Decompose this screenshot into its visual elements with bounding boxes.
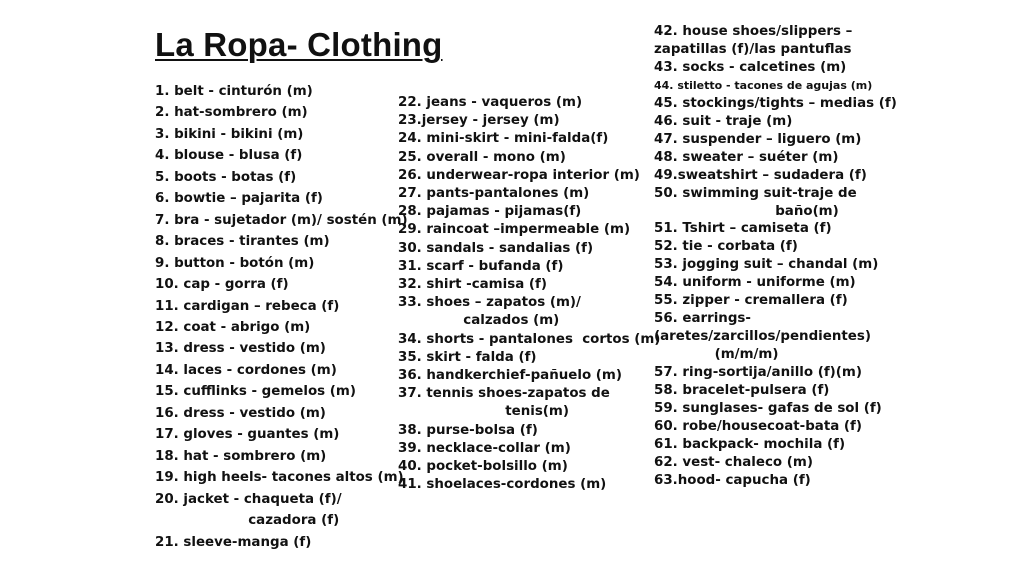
vocabulary-item: 58. bracelet-pulsera (f) xyxy=(654,383,830,399)
vocabulary-item: 14. laces - cordones (m) xyxy=(155,362,337,378)
vocabulary-item: 22. jeans - vaqueros (m) xyxy=(398,95,583,110)
vocabulary-item: baño(m) xyxy=(654,203,839,219)
vocabulary-item: 24. mini-skirt - mini-falda(f) xyxy=(398,131,609,147)
vocabulary-item: 40. pocket-bolsillo (m) xyxy=(398,459,568,475)
vocabulary-item: 12. coat - abrigo (m) xyxy=(155,319,311,335)
vocabulary-item: 61. backpack- mochila (f) xyxy=(654,436,846,452)
vocabulary-item: 56. earrings- xyxy=(654,311,751,327)
vocabulary-item: 26. underwear-ropa interior (m) xyxy=(398,167,640,183)
vocabulary-item: 8. braces - tirantes (m) xyxy=(155,234,330,250)
vocabulary-item: 41. shoelaces-cordones (m) xyxy=(398,477,607,493)
vocabulary-item: 44. stiletto - tacones de agujas (m) xyxy=(654,78,873,92)
vocabulary-item: 11. cardigan – rebeca (f) xyxy=(155,298,340,314)
vocabulary-item: 23.jersey - jersey (m) xyxy=(398,113,560,129)
vocabulary-item: calzados (m) xyxy=(398,313,560,329)
vocabulary-item: 49.sweatshirt – sudadera (f) xyxy=(654,167,867,183)
vocabulary-item: 21. sleeve-manga (f) xyxy=(155,534,312,550)
vocabulary-item: 33. shoes – zapatos (m)/ xyxy=(398,295,581,311)
vocabulary-item: 34. shorts - pantalones cortos (m) xyxy=(398,331,661,347)
vocabulary-item: tenis(m) xyxy=(398,404,569,420)
vocabulary-item: 52. tie - corbata (f) xyxy=(654,239,798,255)
vocabulary-item: 4. blouse - blusa (f) xyxy=(155,148,303,164)
vocabulary-item: 16. dress - vestido (m) xyxy=(155,405,326,421)
vocabulary-item: 18. hat - sombrero (m) xyxy=(155,448,327,464)
vocabulary-item: 31. scarf - bufanda (f) xyxy=(398,258,564,274)
vocabulary-column-3 xyxy=(654,23,897,490)
vocabulary-item: 63.hood- capucha (f) xyxy=(654,472,811,488)
vocabulary-item: 9. button - botón (m) xyxy=(155,255,315,271)
vocabulary-item: 2. hat-sombrero (m) xyxy=(155,105,308,121)
vocabulary-item: cazadora (f) xyxy=(155,513,340,529)
vocabulary-item: 39. necklace-collar (m) xyxy=(398,440,571,456)
vocabulary-item: 46. suit - traje (m) xyxy=(654,113,793,129)
vocabulary-item: 62. vest- chaleco (m) xyxy=(654,454,813,470)
vocabulary-item: 6. bowtie – pajarita (f) xyxy=(155,191,323,207)
vocabulary-item: 5. boots - botas (f) xyxy=(155,169,297,185)
vocabulary-item: 15. cufflinks - gemelos (m) xyxy=(155,384,356,400)
vocabulary-item: 48. sweater – suéter (m) xyxy=(654,149,839,165)
vocabulary-item: 37. tennis shoes-zapatos de xyxy=(398,386,610,402)
vocabulary-item: 30. sandals - sandalias (f) xyxy=(398,240,594,256)
vocabulary-item: 25. overall - mono (m) xyxy=(398,149,566,165)
vocabulary-item: 19. high heels- tacones altos (m) xyxy=(155,470,404,486)
vocabulary-item: (aretes/zarcillos/pendientes) xyxy=(654,329,871,345)
vocabulary-item: 50. swimming suit-traje de xyxy=(654,185,857,201)
vocabulary-item: 53. jogging suit – chandal (m) xyxy=(654,257,879,273)
vocabulary-item: 20. jacket - chaqueta (f)/ xyxy=(155,491,342,507)
vocabulary-item: 29. raincoat –impermeable (m) xyxy=(398,222,631,238)
vocabulary-item: 59. sunglases- gafas de sol (f) xyxy=(654,401,882,417)
vocabulary-item: 45. stockings/tights – medias (f) xyxy=(654,95,897,111)
vocabulary-item: 1. belt - cinturón (m) xyxy=(155,84,313,99)
vocabulary-item: 57. ring-sortija/anillo (f)(m) xyxy=(654,365,862,381)
vocabulary-item: 43. socks - calcetines (m) xyxy=(654,59,847,75)
vocabulary-item: 10. cap - gorra (f) xyxy=(155,277,289,293)
vocabulary-item: 42. house shoes/slippers – xyxy=(654,24,853,39)
vocabulary-item: 60. robe/housecoat-bata (f) xyxy=(654,418,862,434)
vocabulary-item: 54. uniform - uniforme (m) xyxy=(654,275,856,291)
vocabulary-item: 51. Tshirt – camiseta (f) xyxy=(654,221,832,237)
vocabulary-item: 55. zipper - cremallera (f) xyxy=(654,293,848,309)
vocabulary-item: 47. suspender – liguero (m) xyxy=(654,131,862,147)
vocabulary-item: 3. bikini - bikini (m) xyxy=(155,126,304,142)
vocabulary-column-2 xyxy=(398,94,660,494)
vocabulary-item: 27. pants-pantalones (m) xyxy=(398,186,590,202)
vocabulary-column-1 xyxy=(155,81,408,553)
vocabulary-item: (m/m/m) xyxy=(654,347,779,363)
vocabulary-item: 28. pajamas - pijamas(f) xyxy=(398,204,582,220)
vocabulary-item: 35. skirt - falda (f) xyxy=(398,349,537,365)
vocabulary-item: 17. gloves - guantes (m) xyxy=(155,427,340,443)
vocabulary-item: 38. purse-bolsa (f) xyxy=(398,422,538,438)
vocabulary-item: 32. shirt -camisa (f) xyxy=(398,277,547,293)
vocabulary-item: 7. bra - sujetador (m)/ sostén (m) xyxy=(155,212,408,228)
page-title: La Ropa- Clothing xyxy=(155,26,443,63)
vocabulary-item: 36. handkerchief-pañuelo (m) xyxy=(398,368,623,384)
vocabulary-item: zapatillas (f)/las pantuflas xyxy=(654,41,852,57)
vocabulary-item: 13. dress - vestido (m) xyxy=(155,341,326,357)
